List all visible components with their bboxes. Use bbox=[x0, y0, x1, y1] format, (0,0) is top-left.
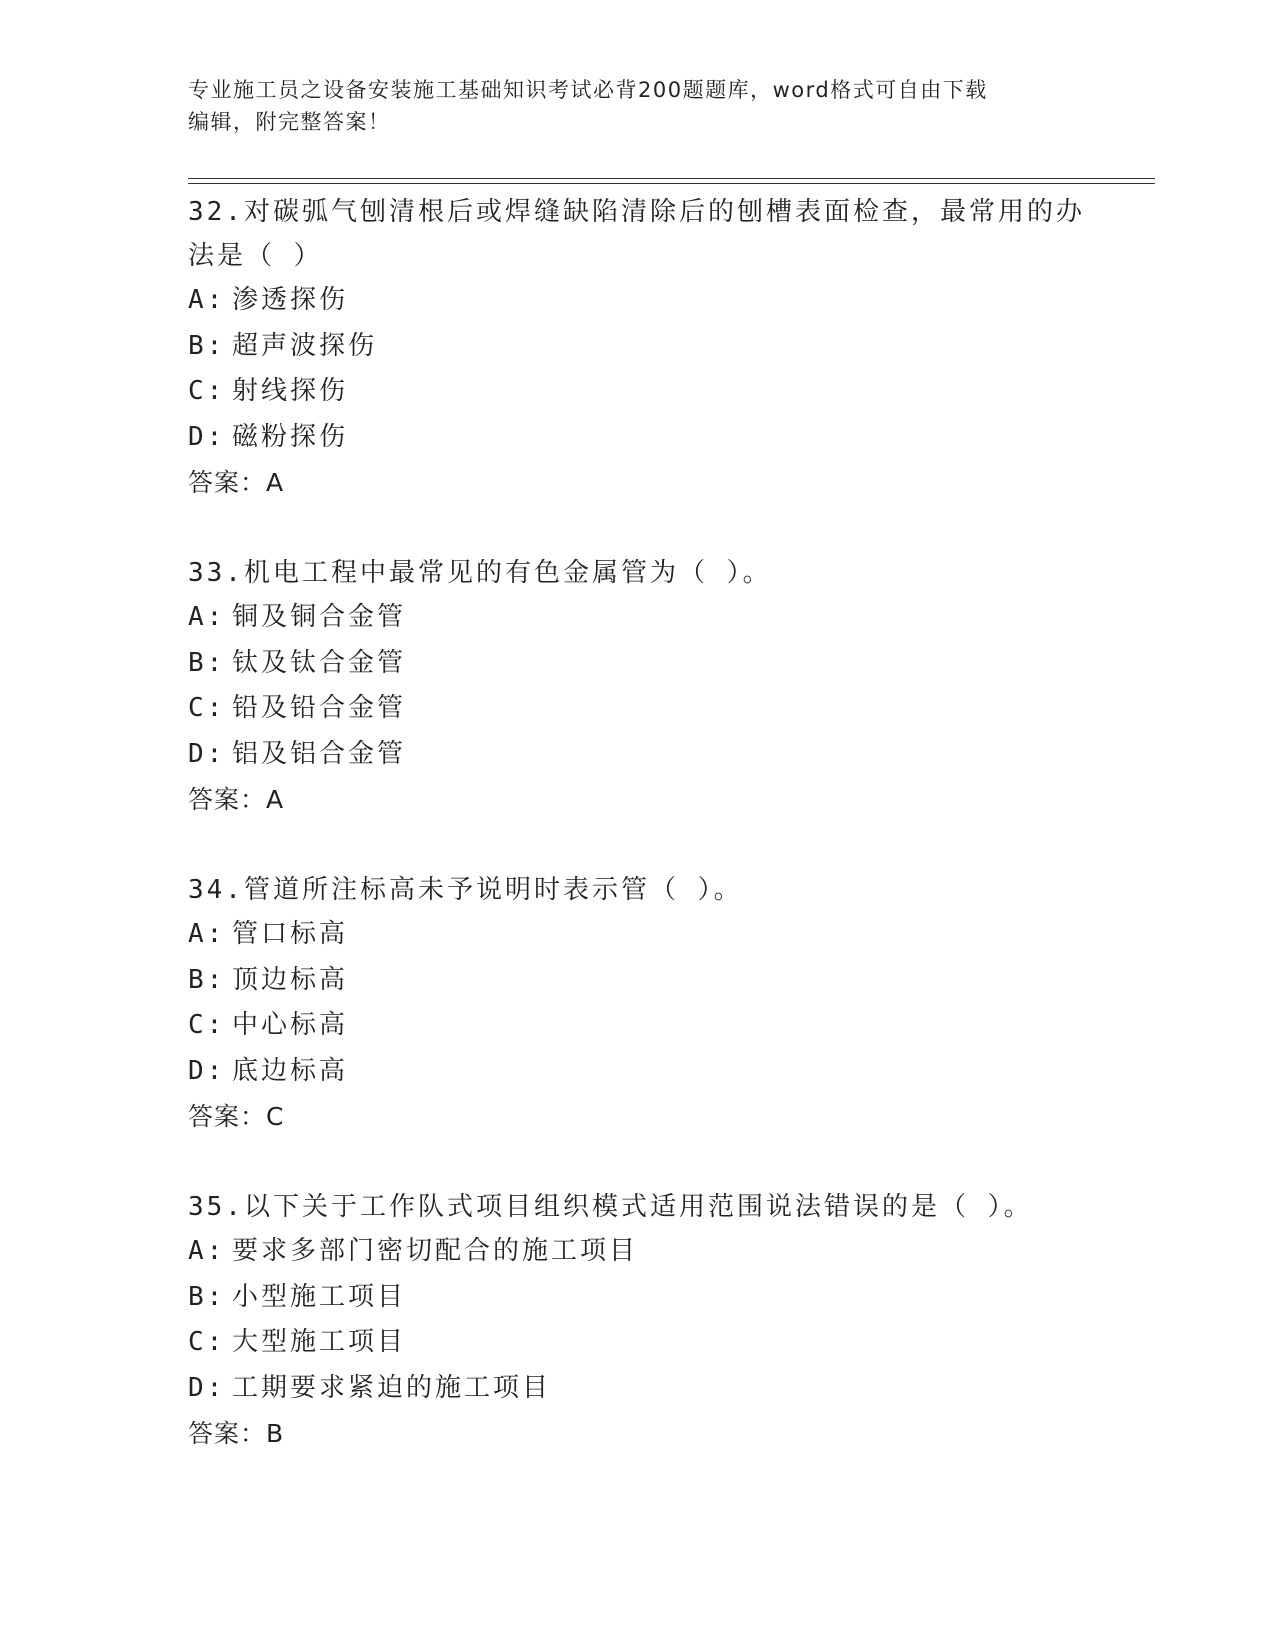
option-key: D: bbox=[188, 1055, 226, 1086]
question-35 bbox=[188, 1185, 1088, 1456]
option-b bbox=[188, 1275, 1088, 1321]
option-text: 大型施工项目 bbox=[232, 1327, 407, 1357]
question-list bbox=[188, 190, 1088, 1502]
header-divider-top bbox=[188, 178, 1155, 179]
option-text: 工期要求紧迫的施工项目 bbox=[232, 1372, 552, 1403]
option-text: 顶边标高 bbox=[232, 964, 349, 995]
option-d bbox=[188, 415, 1088, 461]
option-a bbox=[188, 595, 1088, 641]
option-c bbox=[188, 1320, 1088, 1366]
header-divider-bottom bbox=[188, 183, 1155, 184]
header-line-2: 编辑，附完整答案！ bbox=[188, 110, 391, 134]
option-d bbox=[188, 1366, 1088, 1412]
option-a bbox=[188, 1229, 1088, 1275]
question-32 bbox=[188, 190, 1088, 505]
option-text: 超声波探伤 bbox=[232, 330, 378, 361]
option-text: 磁粉探伤 bbox=[232, 421, 349, 452]
option-text: 射线探伤 bbox=[232, 376, 349, 406]
document-header bbox=[188, 74, 1068, 138]
option-key: B: bbox=[188, 330, 226, 361]
answer-line: 答案：C bbox=[188, 1102, 285, 1131]
option-text: 管口标高 bbox=[232, 919, 349, 949]
question-stem: 34.管道所注标高未予说明时表示管（ ）。 bbox=[188, 875, 743, 905]
option-text: 中心标高 bbox=[232, 1010, 349, 1040]
option-text: 小型施工项目 bbox=[232, 1281, 407, 1312]
option-key: A: bbox=[188, 919, 226, 949]
option-text: 渗透探伤 bbox=[232, 285, 349, 315]
answer-line: 答案：A bbox=[188, 785, 285, 814]
option-key: C: bbox=[188, 693, 226, 723]
option-key: D: bbox=[188, 421, 226, 452]
option-key: C: bbox=[188, 1327, 226, 1357]
option-key: A: bbox=[188, 285, 226, 315]
question-33 bbox=[188, 551, 1088, 822]
question-stem: 35.以下关于工作队式项目组织模式适用范围说法错误的是（ ）。 bbox=[188, 1192, 1033, 1222]
question-stem: 33.机电工程中最常见的有色金属管为（ ）。 bbox=[188, 558, 772, 588]
header-line-1: 专业施工员之设备安装施工基础知识考试必背200题题库，word格式可自由下载 bbox=[188, 78, 988, 102]
option-c bbox=[188, 369, 1088, 415]
option-b bbox=[188, 958, 1088, 1004]
option-text: 铝及铝合金管 bbox=[232, 738, 407, 769]
option-c bbox=[188, 686, 1088, 732]
option-text: 铜及铜合金管 bbox=[232, 602, 407, 632]
option-key: A: bbox=[188, 602, 226, 632]
option-key: D: bbox=[188, 738, 226, 769]
option-key: B: bbox=[188, 647, 226, 678]
option-text: 要求多部门密切配合的施工项目 bbox=[232, 1236, 639, 1266]
option-b bbox=[188, 324, 1088, 370]
answer-line: 答案：B bbox=[188, 1419, 285, 1448]
option-key: D: bbox=[188, 1372, 226, 1403]
option-key: B: bbox=[188, 1281, 226, 1312]
option-a bbox=[188, 912, 1088, 958]
question-stem: 32.对碳弧气刨清根后或焊缝缺陷清除后的刨槽表面检查，最常用的办 bbox=[188, 197, 1085, 227]
option-text: 钛及钛合金管 bbox=[232, 647, 407, 678]
option-key: C: bbox=[188, 376, 226, 406]
question-34 bbox=[188, 868, 1088, 1139]
option-a bbox=[188, 278, 1088, 324]
option-d bbox=[188, 732, 1088, 778]
option-d bbox=[188, 1049, 1088, 1095]
option-key: C: bbox=[188, 1010, 226, 1040]
option-key: A: bbox=[188, 1236, 226, 1266]
option-key: B: bbox=[188, 964, 226, 995]
option-b bbox=[188, 641, 1088, 687]
option-text: 底边标高 bbox=[232, 1055, 349, 1086]
answer-line: 答案：A bbox=[188, 468, 285, 497]
option-c bbox=[188, 1003, 1088, 1049]
question-stem-continued: 法是（ ） bbox=[188, 241, 323, 271]
option-text: 铅及铅合金管 bbox=[232, 693, 407, 723]
